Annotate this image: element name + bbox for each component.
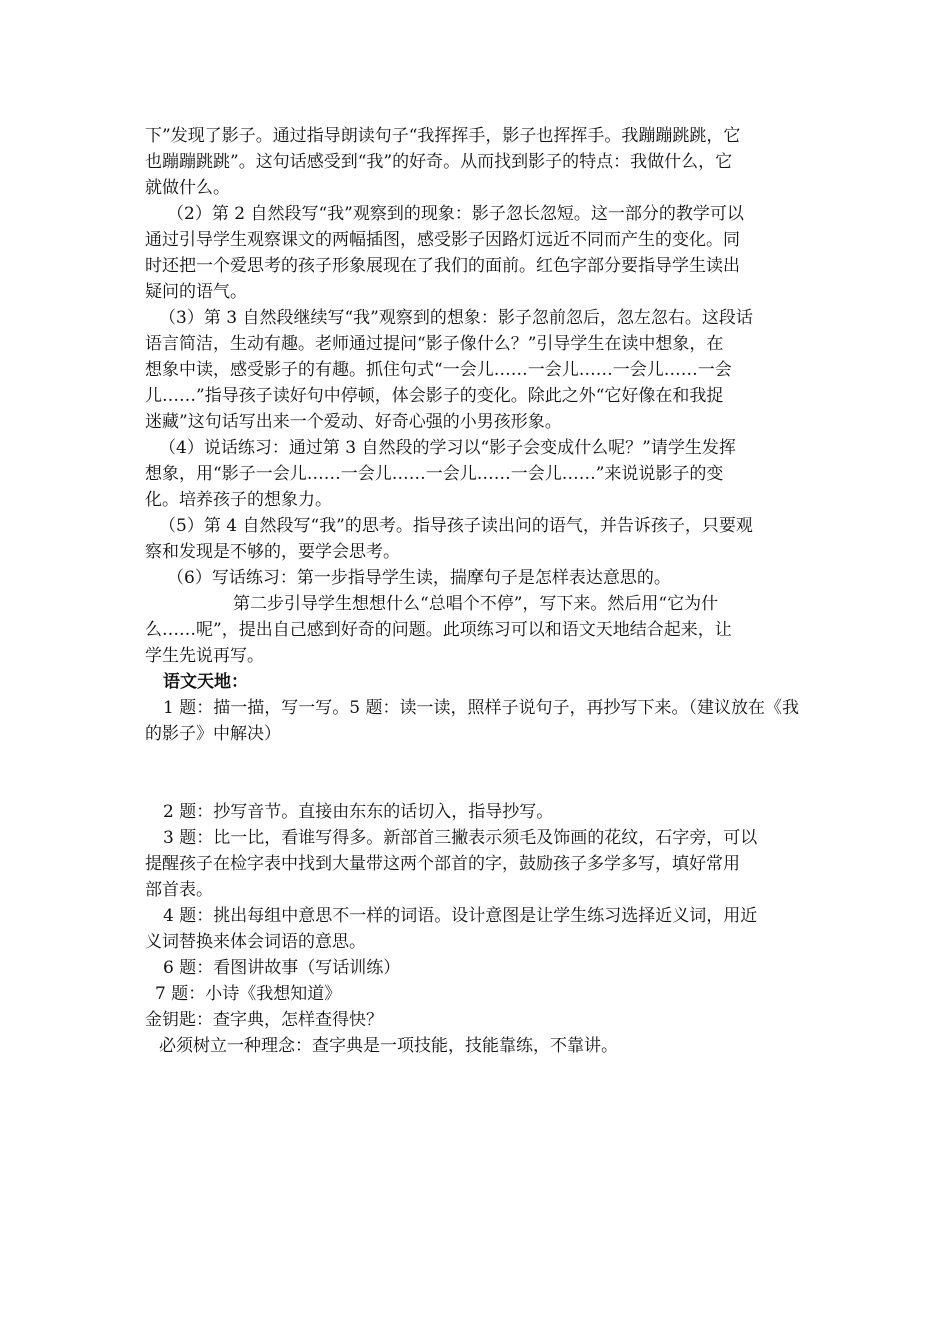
text-line: 部首表。 [145,880,213,900]
section-heading: 语文天地： [163,672,248,692]
text-line: 想象，用“影子一会儿……一会儿……一会儿……一会儿……”来说说影子的变 [145,464,724,484]
text-line: （3）第 3 自然段继续写“我”观察到的想象：影子忽前忽后，忽左忽右。这段话 [159,308,753,328]
blank-line [145,747,813,773]
text-line: 迷藏”这句话写出来一个爱动、好奇心强的小男孩形象。 [145,412,562,432]
text-line: （2）第 2 自然段写“我”观察到的现象：影子忽长忽短。这一部分的教学可以 [167,204,744,224]
text-line: 4 题：挑出每组中意思不一样的词语。设计意图是让学生练习选择近义词，用近 [163,906,758,926]
text-line: （4）说话练习：通过第 3 自然段的学习以“影子会变成什么呢？”请学生发挥 [159,438,736,458]
text-line: 时还把一个爱思考的孩子形象展现在了我们的面前。红色字部分要指导学生读出 [145,256,740,276]
text-line: 通过引导学生观察课文的两幅插图，感受影子因路灯远近不同而产生的变化。同 [145,230,740,250]
text-line: 的影子》中解决） [145,724,281,744]
text-line: 2 题：抄写音节。直接由东东的话切入，指导抄写。 [163,802,554,822]
text-line: 么……呢”，提出自己感到好奇的问题。此项练习可以和语文天地结合起来，让 [145,620,732,640]
text-line: 第二步引导学生想想什么“总唱个不停”，写下来。然后用“它为什 [233,594,719,614]
text-line: 必须树立一种理念：查字典是一项技能，技能靠练，不靠讲。 [159,1036,618,1056]
text-line: 就做什么。 [145,178,230,198]
text-line: 3 题：比一比，看谁写得多。新部首三撇表示须毛及饰画的花纹，石字旁，可以 [163,828,758,848]
text-line: （5）第 4 自然段写“我”的思考。指导孩子读出问的语气，并告诉孩子，只要观 [159,516,753,536]
text-line: 义词替换来体会词语的意思。 [145,932,366,952]
text-line: 金钥匙：查字典，怎样查得快？ [145,1010,383,1030]
text-line: 7 题：小诗《我想知道》 [155,984,342,1004]
text-line: 也蹦蹦跳跳”。这句话感受到“我”的好奇。从而找到影子的特点：我做什么，它 [145,152,733,172]
text-line: 1 题：描一描，写一写。5 题：读一读，照样子说句子，再抄写下来。（建议放在《我 [163,698,799,718]
text-line: 提醒孩子在检字表中找到大量带这两个部首的字，鼓励孩子多学多写，填好常用 [145,854,740,874]
text-line: 语言简洁，生动有趣。老师通过提问“影子像什么？”引导学生在读中想象，在 [145,334,724,354]
text-line: 6 题：看图讲故事（写话训练） [163,958,401,978]
text-line: 化。培养孩子的想象力。 [145,490,332,510]
text-line: 儿……”指导孩子读好句中停顿，体会影子的变化。除此之外“它好像在和我捉 [145,386,724,406]
document-body [145,123,813,1059]
blank-line [145,773,813,799]
text-line: 察和发现是不够的，要学会思考。 [145,542,400,562]
text-line: 想象中读，感受影子的有趣。抓住句式“一会儿……一会儿……一会儿……一会 [145,360,732,380]
text-line: 学生先说再写。 [145,646,264,666]
text-line: 疑问的语气。 [145,282,247,302]
text-line: （6）写话练习：第一步指导学生读，揣摩句子是怎样表达意思的。 [167,568,671,588]
text-line: 下”发现了影子。通过指导朗读句子“我挥挥手，影子也挥挥手。我蹦蹦跳跳，它 [145,126,741,146]
